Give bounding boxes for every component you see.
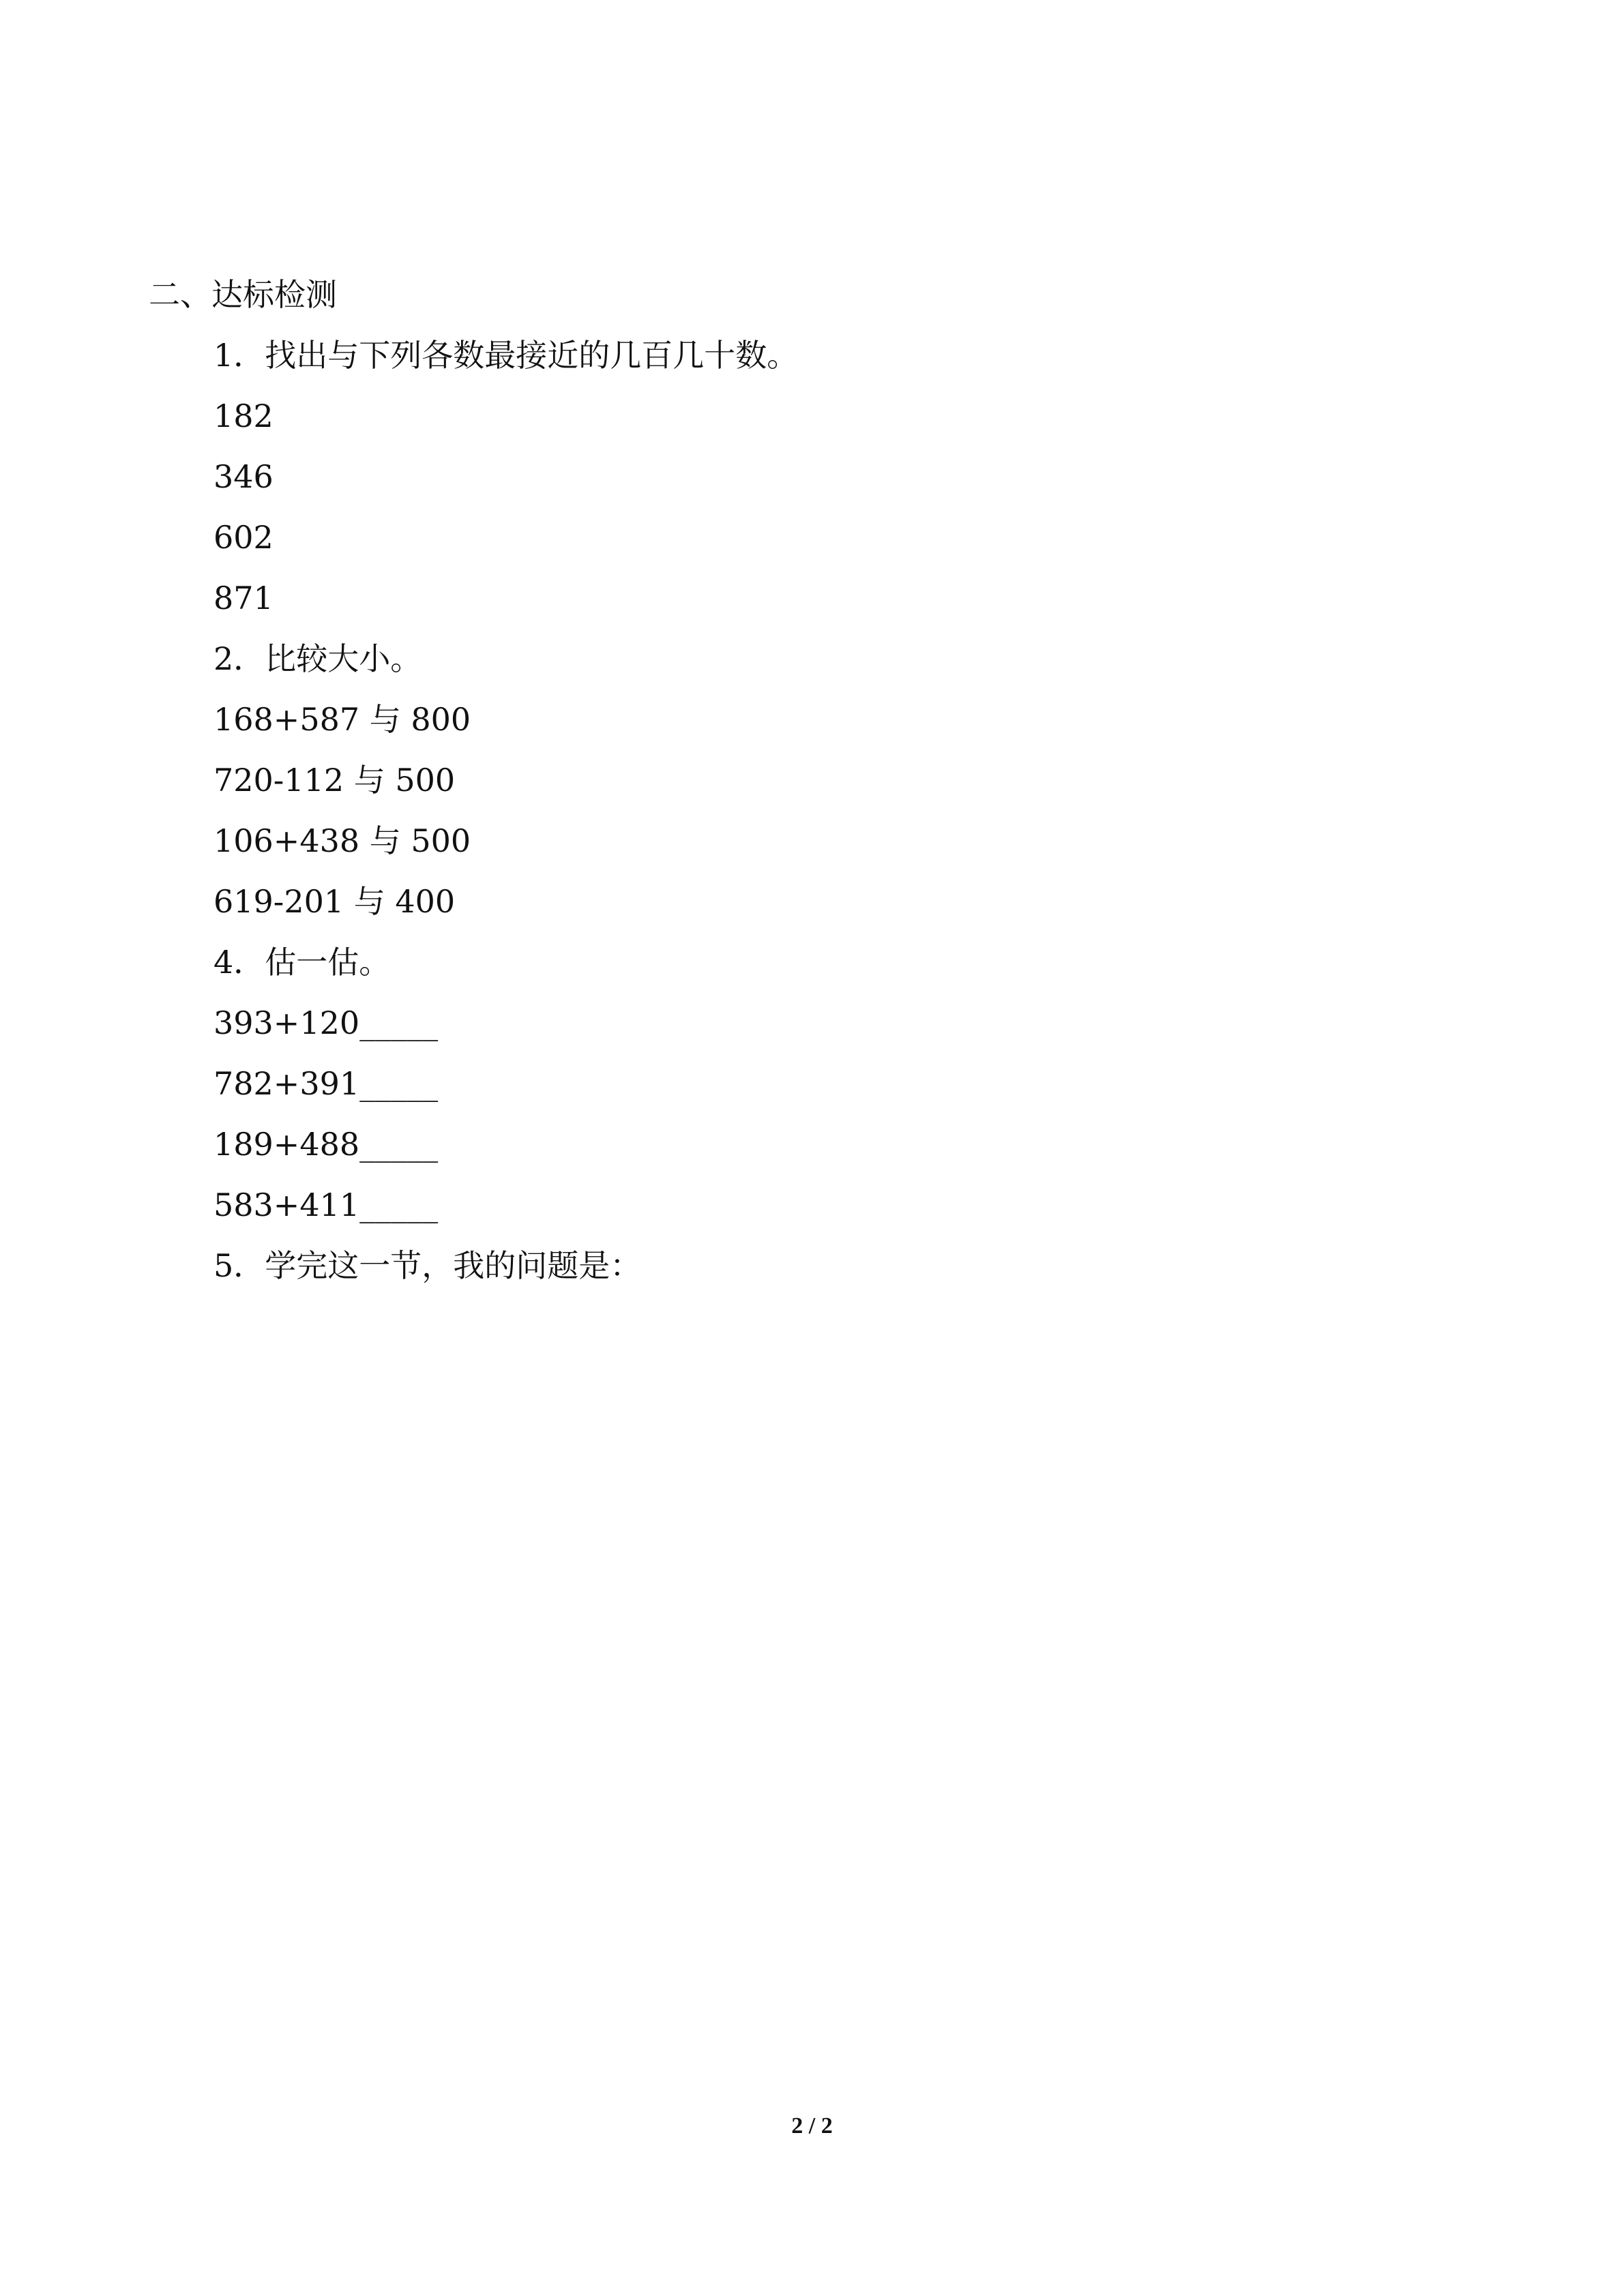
question-4-title: 4．估一估。 bbox=[213, 944, 391, 981]
question-4-item: 189+488_____ bbox=[213, 1126, 439, 1163]
question-2-item: 106+438 与 500 bbox=[213, 822, 471, 859]
question-4-item: 782+391_____ bbox=[213, 1065, 439, 1102]
question-4-item: 393+120_____ bbox=[213, 1004, 439, 1041]
question-5-title: 5．学完这一节，我的问题是： bbox=[213, 1247, 642, 1284]
page-number: 2 / 2 bbox=[791, 2113, 833, 2138]
question-1-title: 1．找出与下列各数最接近的几百几十数。 bbox=[213, 337, 799, 374]
question-1-item: 346 bbox=[213, 458, 274, 495]
question-2-item: 619-201 与 400 bbox=[213, 883, 456, 920]
question-1-item: 182 bbox=[213, 398, 274, 434]
question-2-title: 2．比较大小。 bbox=[213, 640, 422, 677]
question-2-item: 720-112 与 500 bbox=[213, 762, 456, 799]
section-heading: 二、达标检测 bbox=[149, 276, 337, 313]
question-2-item: 168+587 与 800 bbox=[213, 701, 471, 738]
question-1-item: 602 bbox=[213, 519, 274, 556]
question-1-item: 871 bbox=[213, 580, 274, 616]
question-4-item: 583+411_____ bbox=[213, 1187, 439, 1223]
